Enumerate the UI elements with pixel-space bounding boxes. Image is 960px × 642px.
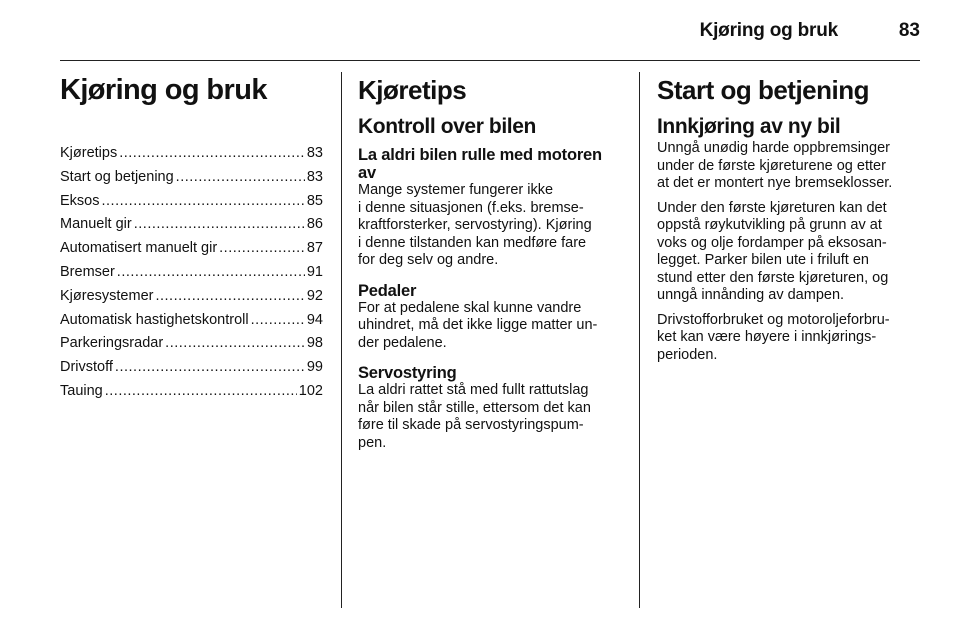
toc-entry-page: 85 [306, 192, 323, 209]
section-title-start-operation: Start og betjening [657, 75, 869, 105]
toc-entry-label: Eksos [60, 192, 100, 209]
toc-dot-leader [105, 383, 297, 399]
toc-entry[interactable] [60, 240, 323, 256]
toc-entry[interactable] [60, 264, 323, 280]
paragraph-no-coasting: Mange systemer fungerer ikke i denne situasjonen (f.eks. bremse- kraftforsterker, servostyring). Kjøring i denne tilstanden kan medføre fare for deg selv og andre. [358, 182, 592, 268]
toc-entry[interactable] [60, 335, 323, 351]
toc-entry[interactable] [60, 288, 323, 304]
start-operation-column [657, 72, 925, 371]
toc-entry-page: 91 [306, 263, 323, 280]
page-header [0, 0, 960, 60]
driving-tips-column [358, 72, 623, 459]
page-number: 83 [898, 20, 920, 41]
paragraph-brakes: Unngå unødig harde oppbremsinger under de første kjøreturene og etter at det er montert nye bremseklosser. [657, 140, 893, 191]
toc-entry-page: 83 [306, 145, 323, 161]
running-header-title: Kjøring og bruk [699, 20, 838, 41]
toc-entry-label: Kjøretips [60, 145, 118, 161]
toc-entry-page: 87 [306, 240, 323, 257]
toc-entry-page: 92 [306, 287, 323, 304]
toc-dot-leader [119, 145, 305, 161]
toc-dot-leader [176, 169, 305, 185]
subsection-title-vehicle-control: Kontroll over bilen [358, 115, 536, 138]
heading-no-coasting: La aldri bilen rulle med motoren av [358, 146, 602, 182]
chapter-contents-column [60, 72, 323, 407]
toc-entry-label: Tauing [60, 382, 103, 399]
toc-entry-label: Drivstoff [60, 359, 113, 376]
toc-entry-label: Parkeringsradar [60, 335, 164, 352]
toc-dot-leader [134, 216, 305, 232]
toc-entry-page: 83 [306, 168, 323, 185]
toc-entry[interactable] [60, 169, 323, 185]
subsection-title-running-in: Innkjøring av ny bil [657, 115, 841, 138]
heading-pedals: Pedaler [358, 281, 417, 300]
chapter-title: Kjøring og bruk [60, 74, 267, 106]
heading-power-steering: Servostyring [358, 364, 457, 382]
toc-entry-label: Bremser [60, 263, 115, 280]
paragraph-power-steering: La aldri rattet stå med fullt rattutslag når bilen står stille, ettersom det kan føre til skade på servostyringspum- pen. [358, 382, 591, 451]
column-divider-left [341, 72, 342, 608]
toc-entry[interactable] [60, 312, 323, 328]
toc-entry[interactable] [60, 145, 323, 161]
toc-dot-leader [165, 335, 305, 351]
toc-entry[interactable] [60, 359, 323, 375]
toc-entry-page: 99 [306, 359, 323, 376]
toc-entry-page: 86 [306, 216, 323, 233]
toc-dot-leader [102, 193, 305, 209]
paragraph-smoke: Under den første kjøreturen kan det oppstå røykutvikling på grunn av at voks og olje fordamper på eksosan- legget. Parker bilen ute i friluft en stund etter den første kjøreturen, og unngå innånding av dampen. [657, 199, 889, 303]
toc-entry[interactable] [60, 193, 323, 209]
header-rule [60, 60, 920, 61]
toc-entry-label: Automatisk hastighetskontroll [60, 311, 249, 328]
toc-dot-leader [115, 359, 305, 375]
toc-entry[interactable] [60, 216, 323, 232]
toc-dot-leader [251, 312, 305, 328]
paragraph-consumption: Drivstofforbruket og motoroljeforbru- ket kan være høyere i innkjørings- perioden. [657, 311, 890, 363]
toc-entry-page: 102 [298, 382, 323, 399]
toc-dot-leader [219, 240, 305, 256]
paragraph-pedals: For at pedalene skal kunne vandre uhindret, må det ikke ligge matter un- der pedalene. [358, 299, 598, 351]
toc-entry-label: Kjøresystemer [60, 287, 154, 304]
table-of-contents [60, 145, 323, 399]
toc-entry-label: Automatisert manuelt gir [60, 240, 218, 257]
toc-entry-label: Start og betjening [60, 168, 174, 185]
section-title-driving-tips: Kjøretips [358, 75, 467, 105]
toc-entry[interactable] [60, 383, 323, 399]
toc-dot-leader [155, 288, 304, 304]
toc-entry-label: Manuelt gir [60, 216, 132, 233]
toc-entry-page: 98 [306, 335, 323, 352]
column-divider-right [639, 72, 640, 608]
toc-dot-leader [117, 264, 305, 280]
toc-entry-page: 94 [306, 311, 323, 328]
